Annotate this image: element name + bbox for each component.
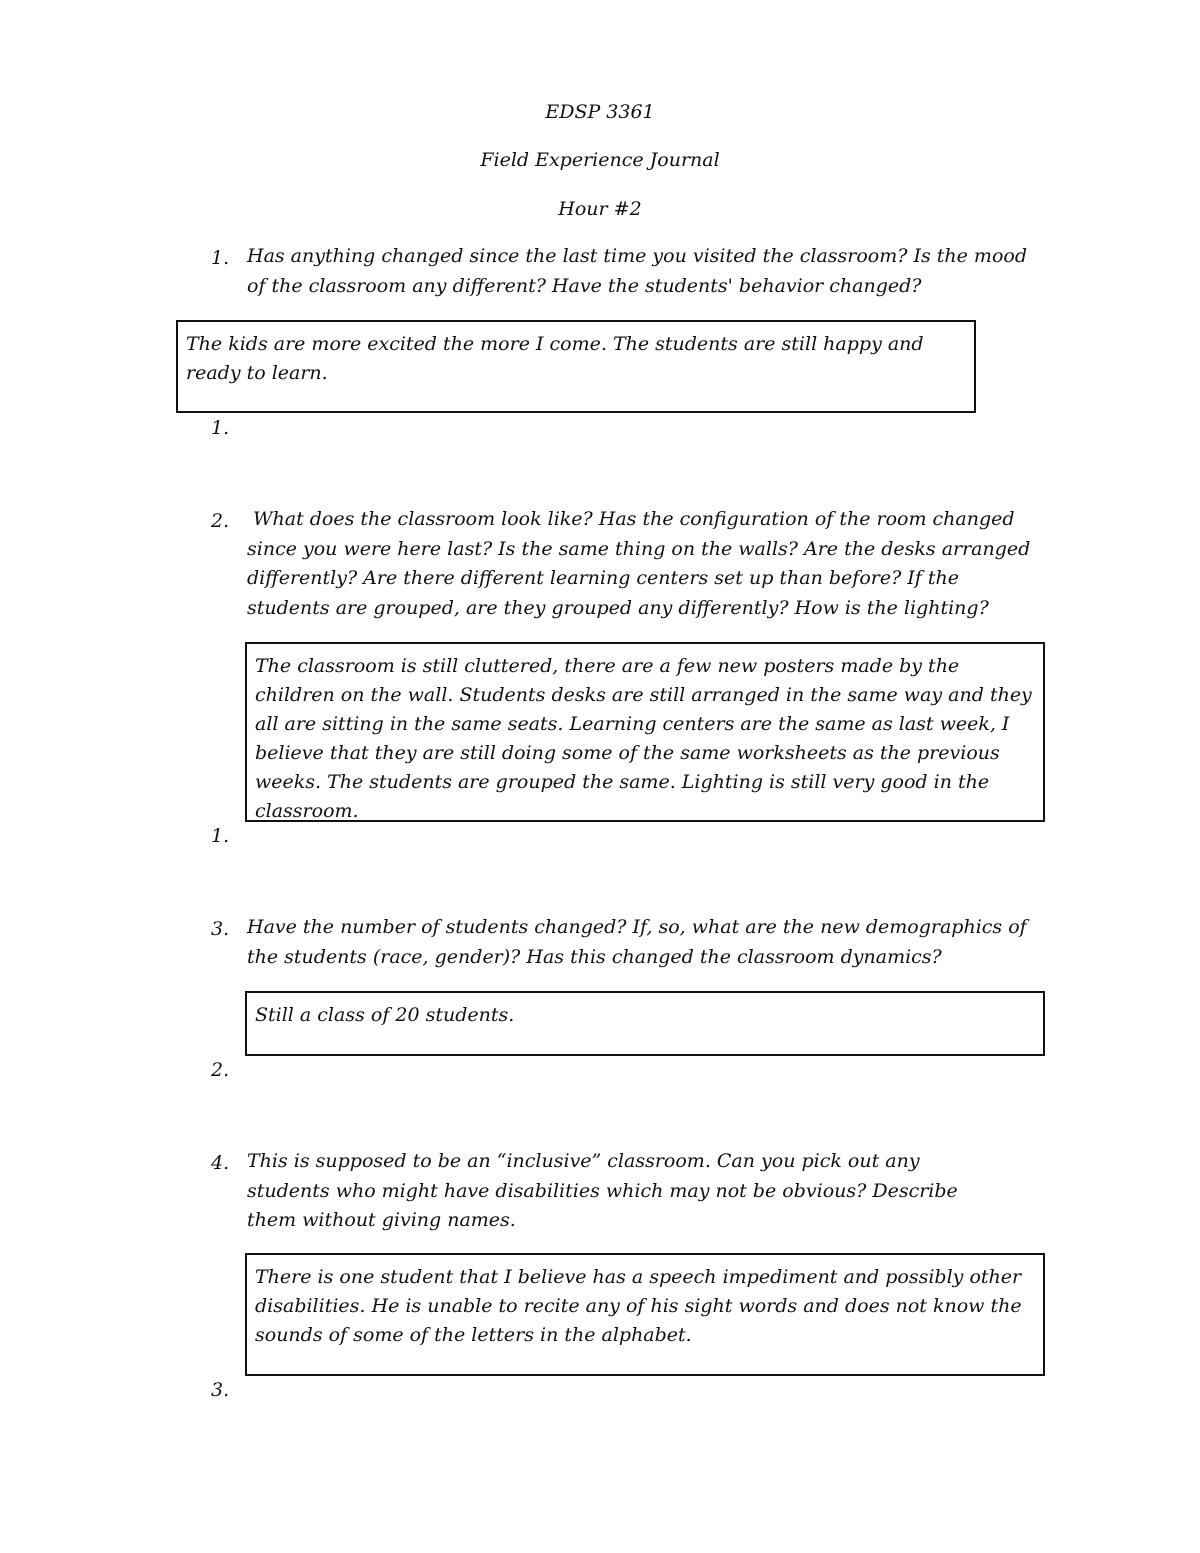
- answer-text: Still a class of 20 students.: [255, 1004, 515, 1026]
- answer-text: There is one student that I believe has a speech impediment and possibly other disabilities. He is unable to recite any of his sight words and does not know the sounds of some of the letters in the alphabet.: [255, 1266, 1022, 1346]
- answer-text: The classroom is still cluttered, there are a few new posters made by the children on the wall. Students desks are still arranged in the same way and they all are sitting in the same seats. Learning centers are the same as last week, I believe that they are still doing some of the same worksheets as the previous weeks. The students are grouped the same. Lighting is still very good in the classroom.: [255, 655, 1032, 822]
- course-code: EDSP 3361: [545, 101, 655, 123]
- answer-text: The kids are more excited the more I come. The students are still happy and ready to learn.: [186, 333, 924, 384]
- question-text: Have the number of students changed? If, so, what are the new demographics of the students (race, gender)? Has this changed the classroom dynamics?: [247, 916, 1027, 968]
- document-title: Field Experience Journal: [480, 149, 720, 171]
- answer-box: [245, 991, 1045, 1056]
- hour-label: Hour #2: [558, 198, 642, 220]
- answer-box: [176, 320, 976, 413]
- question-text: What does the classroom look like? Has the configuration of the room changed since you were here last? Is the same thing on the walls? Are the desks arranged differently? Are there different learning centers set up than before? If the students are grouped, are they grouped any differently? How is the lighting?: [247, 508, 1031, 619]
- answer-box: [245, 642, 1045, 822]
- list-label: 2.: [211, 1059, 230, 1081]
- question-number: 1.: [211, 247, 230, 269]
- question-text: This is supposed to be an “inclusive” classroom. Can you pick out any students who might have disabilities which may not be obvious? Describe them without giving names.: [247, 1150, 958, 1231]
- list-label: 1.: [211, 825, 230, 847]
- question-number: 3.: [211, 918, 230, 940]
- question-number: 2.: [211, 510, 230, 532]
- list-label: 3.: [211, 1379, 230, 1401]
- answer-box: [245, 1253, 1045, 1376]
- question-text: Has anything changed since the last time you visited the classroom? Is the mood of the classroom any different? Have the students' behavior changed?: [247, 245, 1027, 297]
- list-label: 1.: [211, 417, 230, 439]
- question-number: 4.: [211, 1152, 230, 1174]
